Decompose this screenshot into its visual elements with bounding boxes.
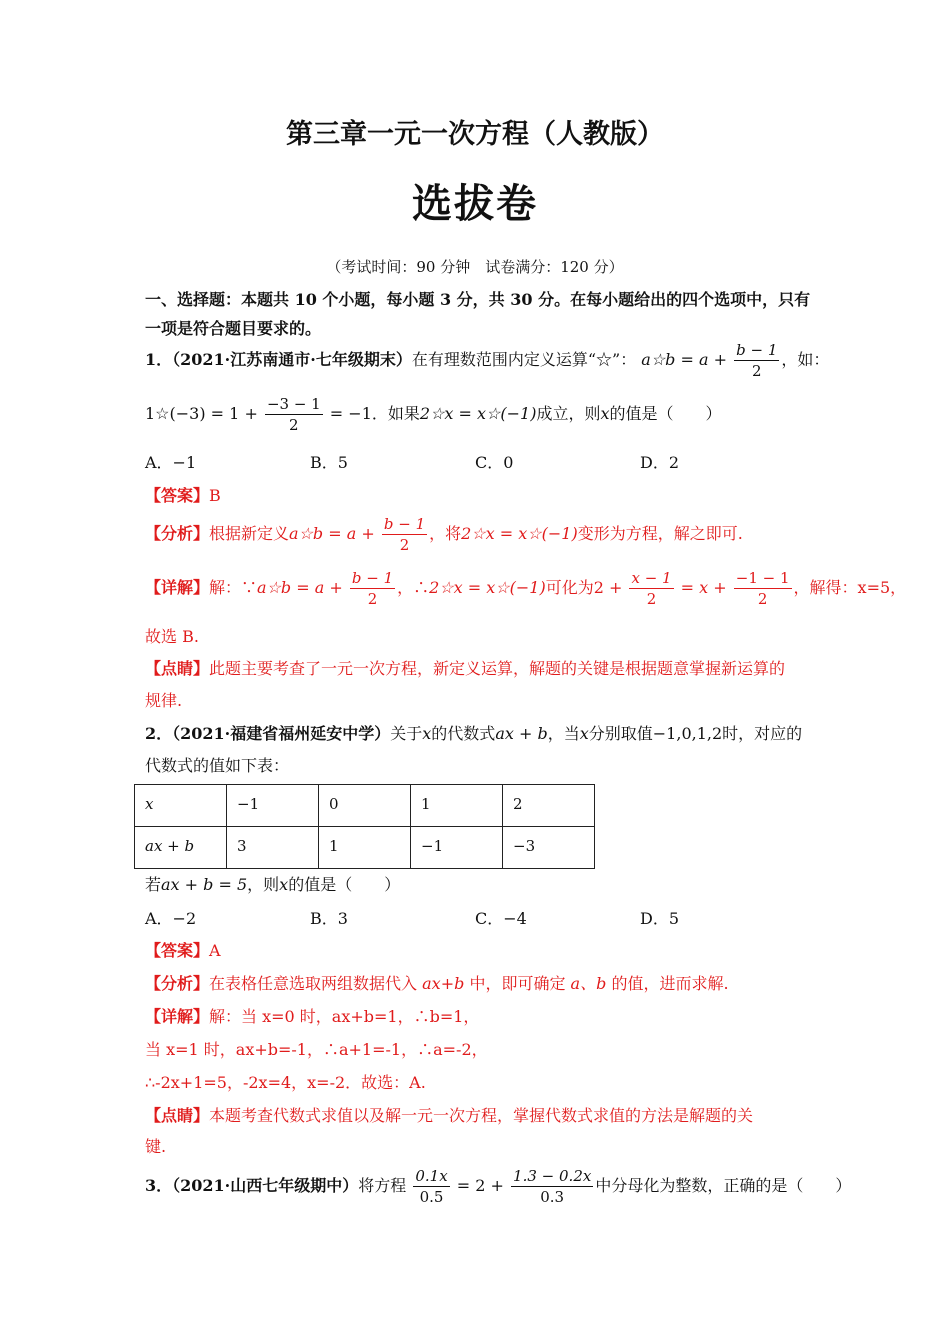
- math-expression: 1☆(−3) = 1 +: [145, 404, 258, 423]
- table-cell: −1: [227, 785, 319, 827]
- math-expression: 2☆x = x☆(−1): [419, 404, 537, 423]
- answer-label: 【答案】: [145, 486, 210, 505]
- option-b: B．5: [310, 453, 348, 472]
- section-heading-line1: 一、选择题：本题共 10 个小题，每小题 3 分，共 30 分。在每小题给出的四个选项中，只有: [145, 290, 811, 309]
- table-cell: 3: [227, 827, 319, 869]
- answer-line: [145, 483, 221, 506]
- option-c: C．−4: [475, 909, 527, 928]
- question-source: （2021·福建省福州延安中学）: [172, 724, 391, 743]
- question-source: （2021·山西七年级期中）: [172, 1176, 359, 1195]
- comment-line1: 【点睛】本题考查代数式求值以及解一元一次方程，掌握代数式求值的方法是解题的关: [145, 1106, 754, 1125]
- table-cell: −3: [503, 827, 595, 869]
- question-number: 3．: [145, 1176, 173, 1195]
- comment-label: 【点睛】: [145, 1106, 210, 1125]
- question-text: 的值是（ ）: [609, 404, 722, 423]
- analysis-label: 【分析】: [145, 974, 210, 993]
- table-row: [135, 827, 595, 869]
- detail-line: ∴-2x+1=5，-2x=4，x=-2．故选：A.: [145, 1073, 426, 1092]
- math-fraction: $\frac{b - 1}{2}$: [383, 515, 426, 554]
- document-title: 第三章一元一次方程（人教版）: [286, 119, 664, 150]
- detail-line: 当 x=1 时，ax+b=-1，∴a+1=-1，∴a=-2，: [145, 1040, 488, 1059]
- option-d: D．2: [640, 453, 680, 472]
- option-a: A．−2: [145, 909, 197, 928]
- question-text: 成立，则: [536, 404, 601, 423]
- answer-label: 【答案】: [145, 941, 210, 960]
- table-cell: x: [135, 785, 227, 827]
- detail-line: 【详解】解：当 x=0 时，ax+b=1，∴b=1，: [145, 1007, 480, 1026]
- comment-line1: 【点睛】此题主要考查了一元一次方程，新定义运算，解题的关键是根据题意掌握新运算的: [145, 659, 786, 678]
- table-cell: 1: [411, 785, 503, 827]
- question-2-stem: 2．（2021·福建省福州延安中学）关于x的代数式ax + b，当x分别取值−1,0,1,2时，对应的: [145, 724, 803, 743]
- answer-value: A: [209, 941, 221, 960]
- detail-conclusion: 故选 B.: [145, 627, 199, 646]
- value-table: [134, 784, 595, 869]
- option-c: C．0: [475, 453, 514, 472]
- math-fraction: $\frac{-1 - 1}{2}$: [735, 569, 790, 608]
- analysis-label: 【分析】: [145, 524, 210, 543]
- question-1-stem: [145, 340, 829, 381]
- question-2-line2: 代数式的值如下表：: [145, 756, 290, 775]
- question-number: 2．: [145, 724, 173, 743]
- comment-line2: 规律.: [145, 691, 183, 710]
- detail-label: 【详解】: [145, 578, 210, 597]
- table-cell: ax + b: [135, 827, 227, 869]
- option-a: A．−1: [145, 453, 197, 472]
- table-cell: 1: [319, 827, 411, 869]
- math-expression: = −1: [329, 404, 372, 423]
- exam-info: （考试时间：90 分钟 试卷满分：120 分）: [326, 258, 624, 276]
- option-b: B．3: [310, 909, 348, 928]
- answer-line: [145, 938, 221, 961]
- question-source: （2021·江苏南通市·七年级期末）: [172, 350, 412, 369]
- analysis-line: 【分析】根据新定义a☆b = a + $\frac{b - 1}{2}$ ，将2☆x = x☆(−1)变形为方程，解之即可.: [145, 515, 743, 554]
- detail-line: 【详解】解：∵a☆b = a + $\frac{b - 1}{2}$ ，∴2☆x = x☆(−1)可化为2 + $\frac{x - 1}{2}$ = x + $\frac{-1 - 1}{2}$ ，解得：x=5，: [145, 569, 907, 608]
- table-cell: 0: [319, 785, 411, 827]
- question-1-example: [145, 394, 722, 435]
- question-3-stem: 3．（2021·山西七年级期中）将方程 $\frac{0.1x}{0.5}$ = 2 + $\frac{1.3 - 0.2x}{0.3}$ 中分母化为整数，正确的是（ ）: [145, 1167, 852, 1206]
- table-cell: 2: [503, 785, 595, 827]
- question-number: 1．: [145, 350, 173, 369]
- question-text: ．如果: [371, 404, 420, 423]
- analysis-line: 【分析】在表格任意选取两组数据代入 ax+b 中，即可确定 a、b 的值，进而求解.: [145, 974, 729, 993]
- option-d: D．5: [640, 909, 680, 928]
- table-row: [135, 785, 595, 827]
- math-fraction: $\frac{-3 - 1}{2}$: [266, 395, 321, 434]
- question-text: ，如：: [781, 350, 830, 369]
- math-fraction: $\frac{1.3 - 0.2x}{0.3}$: [513, 1167, 592, 1206]
- math-fraction: $\frac{x - 1}{2}$: [631, 569, 672, 608]
- math-fraction: $\frac{b - 1}{2}$: [351, 569, 394, 608]
- table-cell: −1: [411, 827, 503, 869]
- math-fraction: $\frac{0.1x}{0.5}$: [415, 1167, 448, 1206]
- document-subtitle: 选拔卷: [412, 181, 538, 227]
- question-2-ask: 若ax + b = 5，则x的值是（ ）: [145, 875, 401, 894]
- math-fraction: $\frac{b - 1}{2}$: [736, 341, 778, 380]
- detail-label: 【详解】: [145, 1007, 210, 1026]
- math-expression: a☆b = a +: [641, 350, 728, 369]
- section-heading-line2: 一项是符合题目要求的。: [145, 319, 322, 338]
- answer-value: B: [209, 486, 221, 505]
- comment-line2: 键.: [145, 1137, 167, 1156]
- math-variable: x: [600, 404, 610, 423]
- comment-label: 【点睛】: [145, 659, 210, 678]
- question-text: 在有理数范围内定义运算“☆”：: [411, 350, 637, 369]
